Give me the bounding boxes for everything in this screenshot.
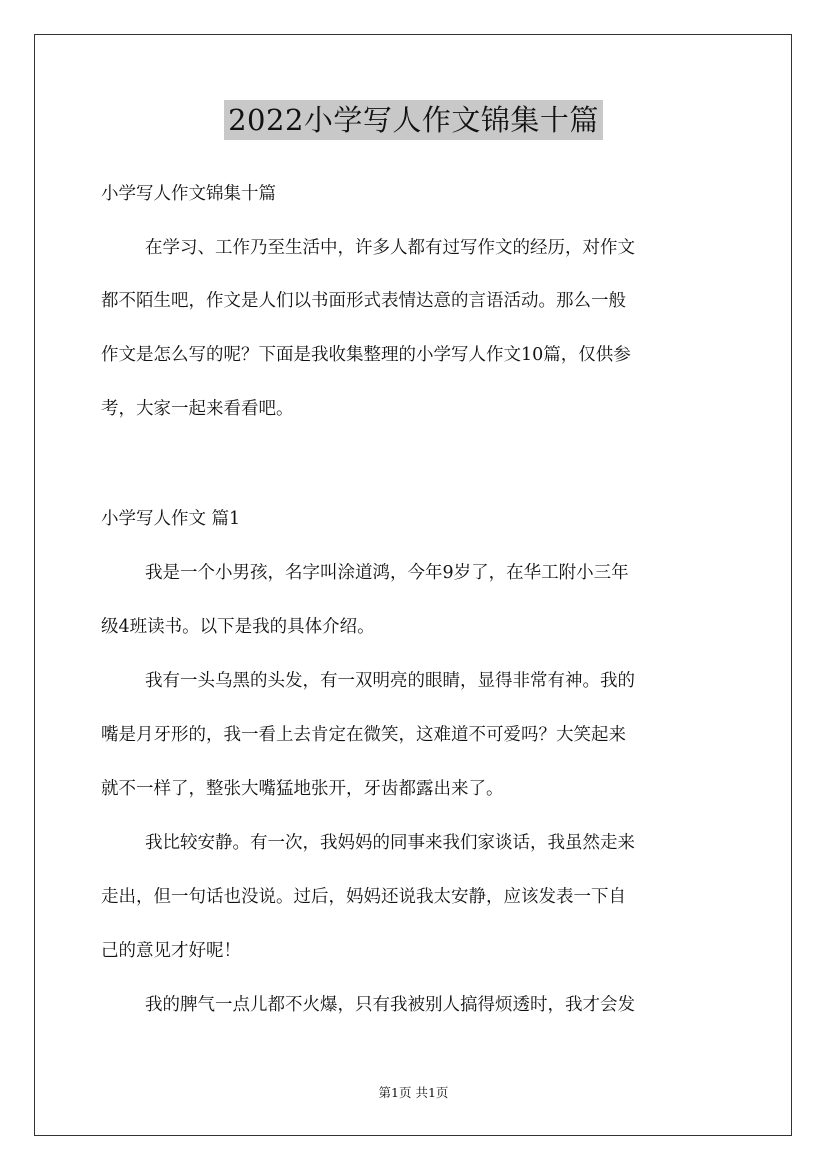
paragraph-line: 己的意见才好呢！ (101, 941, 241, 961)
paragraph-line: 我是一个小男孩，名字叫涂道鸿，今年9岁了，在华工附小三年 (145, 563, 629, 583)
paragraph-line: 我有一头乌黑的头发，有一双明亮的眼睛，显得非常有神。我的 (145, 671, 635, 691)
paragraph-line: 我的脾气一点儿都不火爆，只有我被别人搞得烦透时，我才会发 (145, 995, 635, 1015)
document-title: 2022小学写人作文锦集十篇 (224, 100, 603, 140)
paragraph-line: 级4班读书。以下是我的具体介绍。 (101, 617, 375, 637)
subtitle: 小学写人作文锦集十篇 (101, 184, 276, 204)
section-heading: 小学写人作文 篇1 (101, 509, 241, 529)
paragraph-line: 都不陌生吧，作文是人们以书面形式表情达意的言语活动。那么一般 (101, 291, 626, 311)
paragraph-line: 就不一样了，整张大嘴猛地张开，牙齿都露出来了。 (101, 779, 504, 799)
paragraph-line: 嘴是月牙形的，我一看上去肯定在微笑，这难道不可爱吗？大笑起来 (101, 725, 626, 745)
paragraph-line: 走出，但一句话也没说。过后，妈妈还说我太安静，应该发表一下自 (101, 887, 626, 907)
paragraph-line: 考，大家一起来看看吧。 (101, 399, 294, 419)
paragraph-line: 作文是怎么写的呢？下面是我收集整理的小学写人作文10篇，仅供参 (101, 345, 631, 365)
paragraph-line: 在学习、工作乃至生活中，许多人都有过写作文的经历，对作文 (145, 238, 635, 258)
title-container (0, 100, 827, 140)
paragraph-line: 我比较安静。有一次，我妈妈的同事来我们家谈话，我虽然走来 (145, 833, 635, 853)
page-footer: 第1页 共1页 (378, 1085, 449, 1100)
